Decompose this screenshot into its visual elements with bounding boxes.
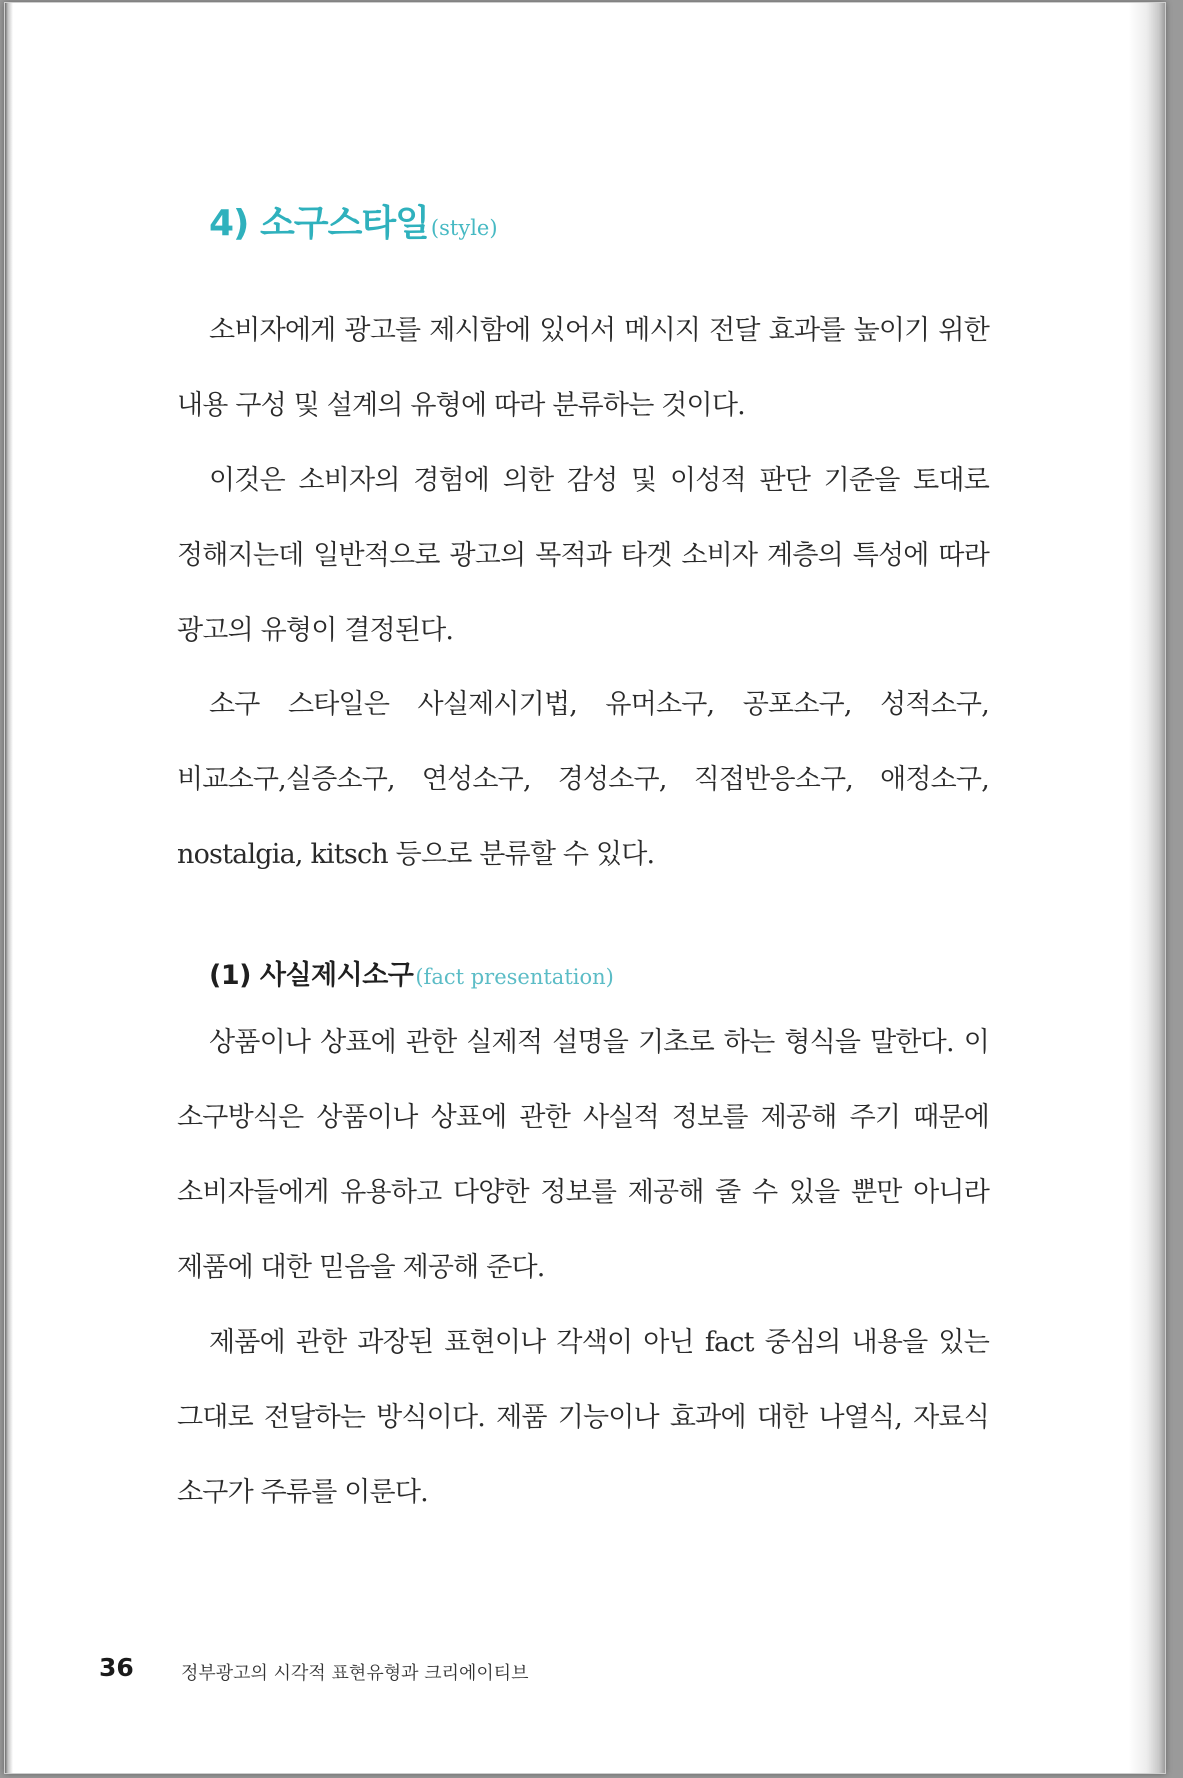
paragraph-intro-2: 이것은 소비자의 경험에 의한 감성 및 이성적 판단 기준을 토대로 정해지는데 일반적으로 광고의 목적과 타겟 소비자 계층의 특성에 따라 광고의 유형이 결정된다. bbox=[177, 465, 989, 646]
subsection-heading bbox=[209, 953, 614, 992]
section-heading bbox=[209, 195, 498, 246]
subsection-title-english: (fact presentation) bbox=[415, 965, 614, 989]
paragraph-intro-3: 소구 스타일은 사실제시기법, 유머소구, 공포소구, 성적소구, 비교소구,실증소구, 연성소구, 경성소구, 직접반응소구, 애정소구, nostalgia, kitsch 등으로 분류할 수 있다. bbox=[177, 689, 989, 870]
paragraph-sub-2: 제품에 관한 과장된 표현이나 각색이 아닌 fact 중심의 내용을 있는 그대로 전달하는 방식이다. 제품 기능이나 효과에 대한 나열식, 자료식 소구가 주류를 이룬다. bbox=[177, 1327, 989, 1508]
book-page bbox=[4, 2, 1166, 1774]
paragraph-intro-1: 소비자에게 광고를 제시함에 있어서 메시지 전달 효과를 높이기 위한 내용 구성 및 설계의 유형에 따라 분류하는 것이다. bbox=[177, 315, 989, 421]
running-footer-title: 정부광고의 시각적 표현유형과 크리에이티브 bbox=[181, 1663, 529, 1684]
page-number: 36 bbox=[99, 1653, 134, 1682]
subsection-title: (1) 사실제시소구 bbox=[209, 960, 414, 991]
section-title: 4) 소구스타일 bbox=[209, 203, 429, 244]
paragraph-sub-1: 상품이나 상표에 관한 실제적 설명을 기초로 하는 형식을 말한다. 이 소구방식은 상품이나 상표에 관한 사실적 정보를 제공해 주기 때문에 소비자들에게 유용하고 다양한 정보를 제공해 줄 수 있을 뿐만 아니라 제품에 대한 믿음을 제공해 준다. bbox=[177, 1027, 989, 1283]
section-title-english: (style) bbox=[430, 216, 498, 240]
